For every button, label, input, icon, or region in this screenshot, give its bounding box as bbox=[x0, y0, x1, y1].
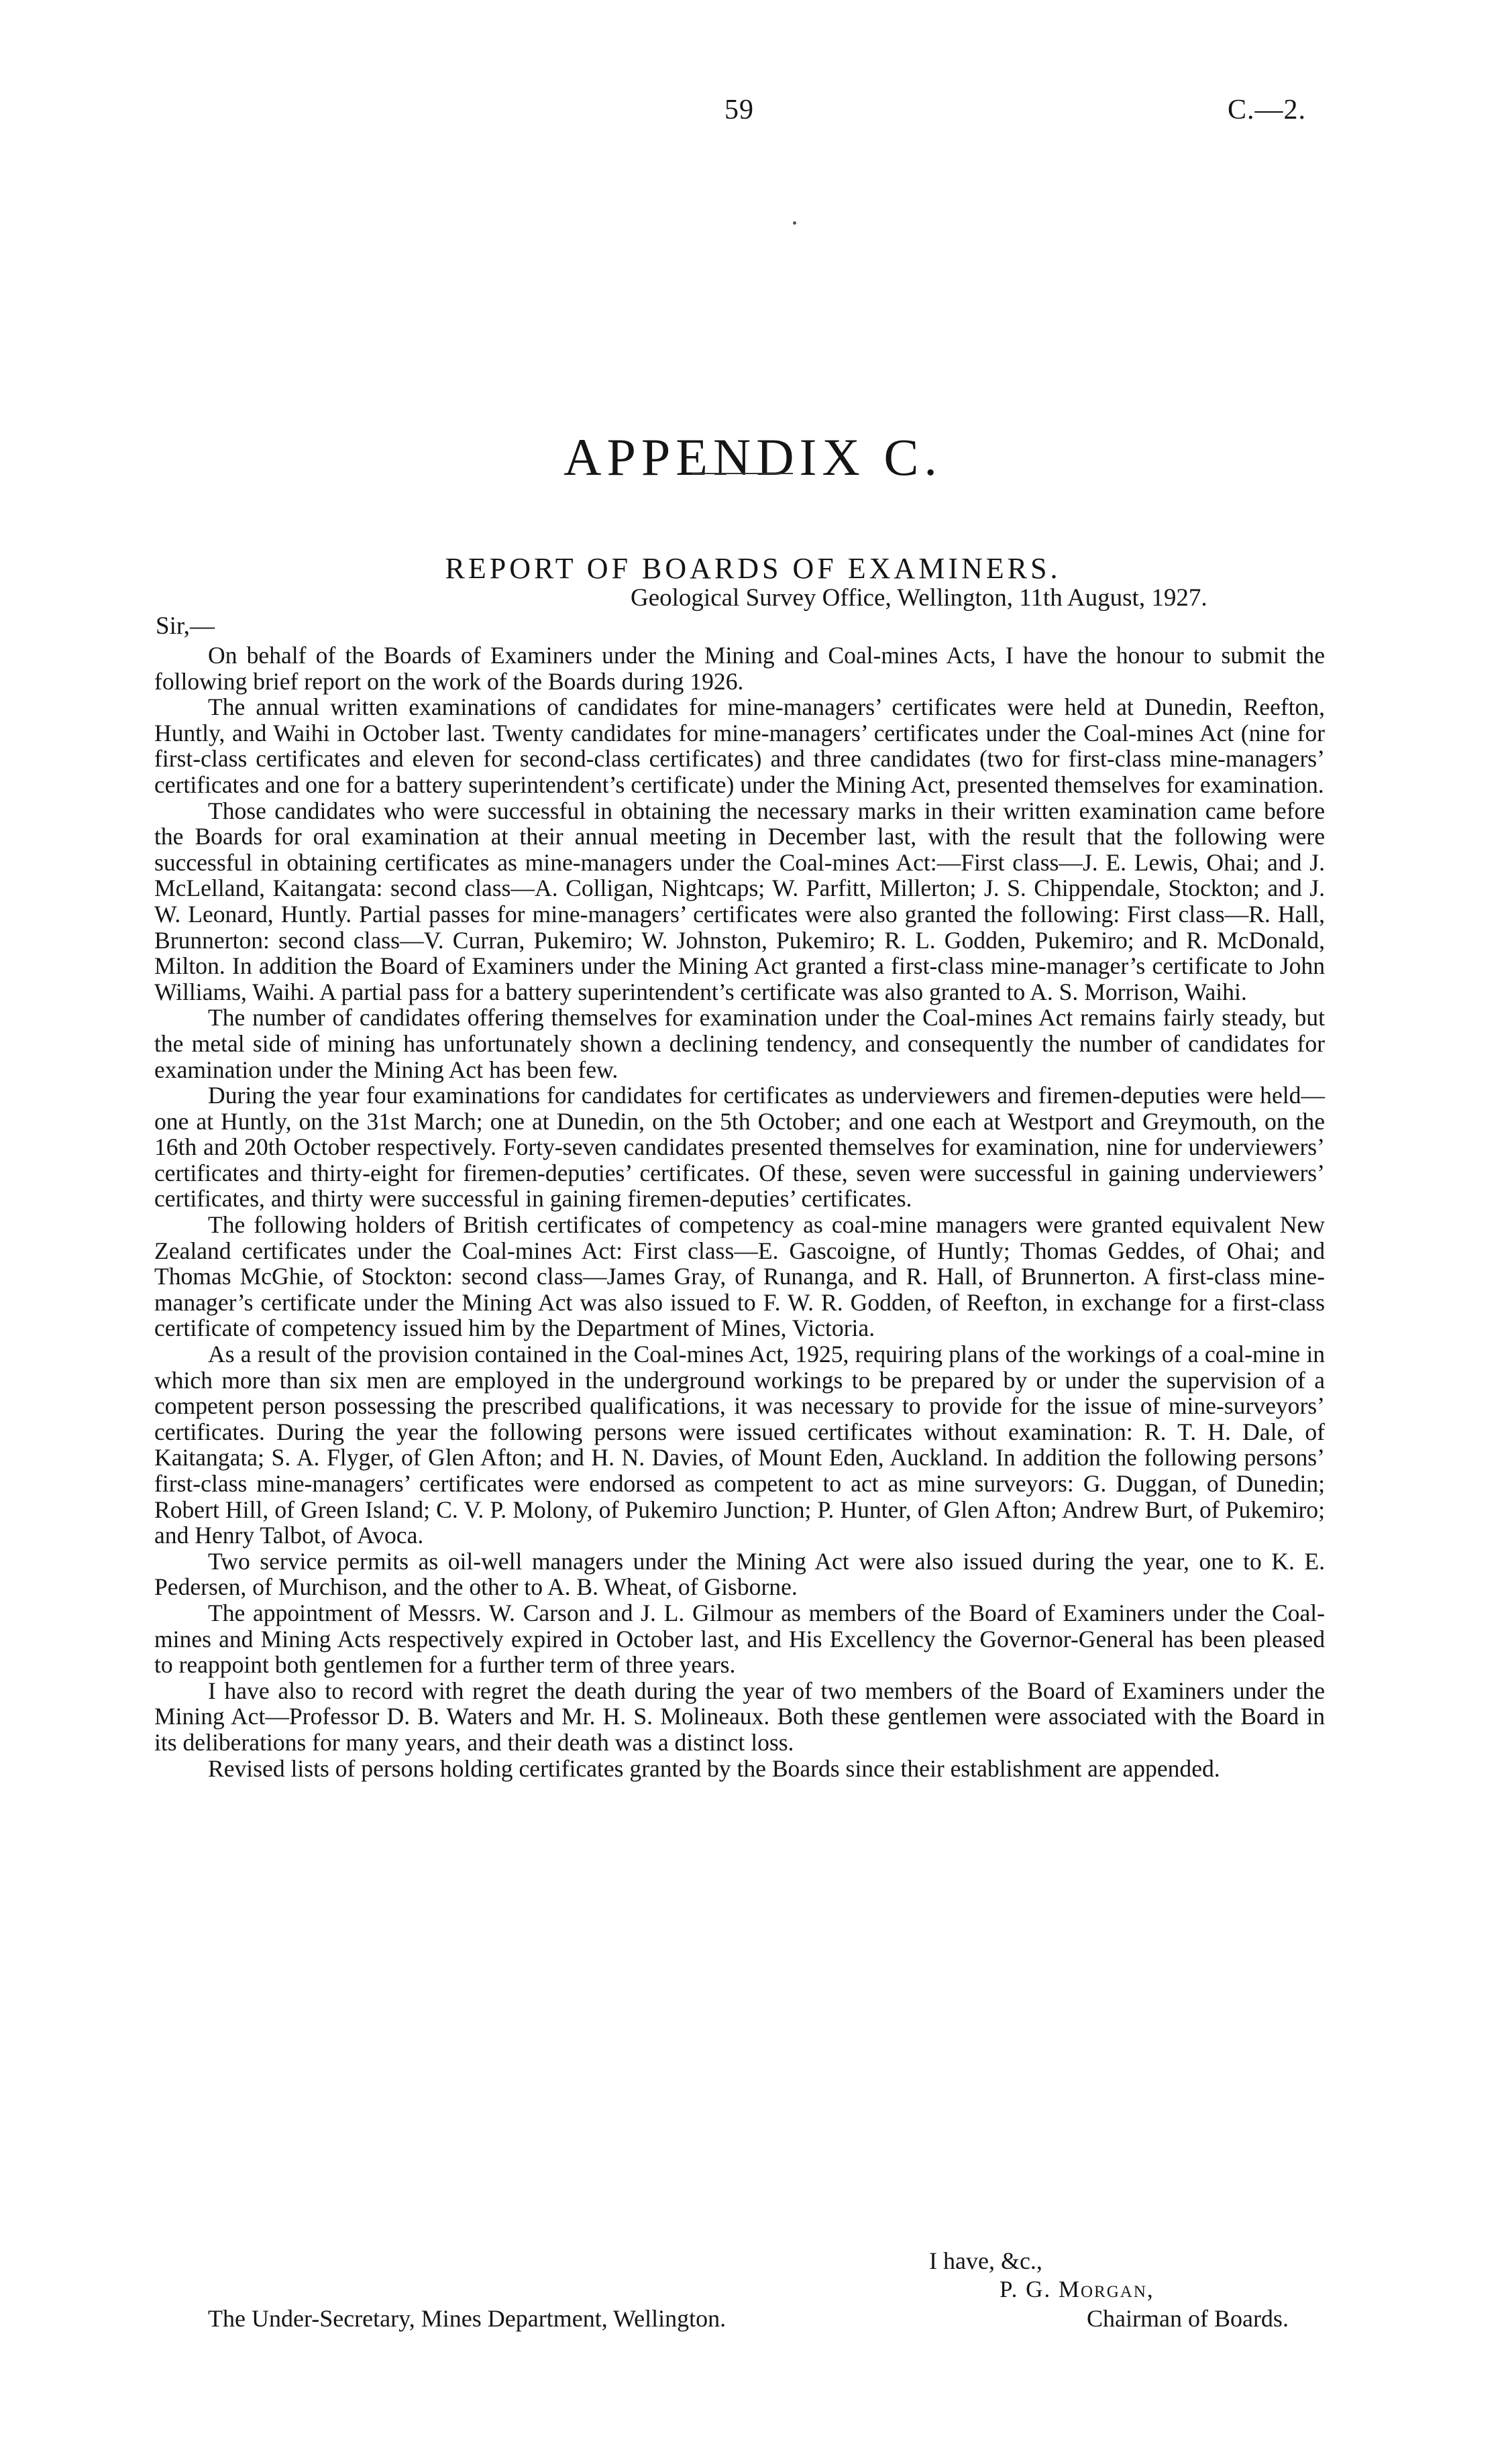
paragraph: Those candidates who were successful in obtaining the necessary marks in their written examination came before the Boards for oral examination at their annual meeting in December last, with the result that the following were successful in obtaining certificates as mine-managers under the Coal-mines Act:—First class—J. E. Lewis, Ohai; and J. McLelland, Kaitangata: second class—A. Colligan, Nightcaps; W. Parfitt, Millerton; J. S. Chippendale, Stockton; and J. W. Leonard, Huntly. Partial passes for mine-managers’ certificates were also granted the following: First class—R. Hall, Brunnerton: second class—V. Curran, Pukemiro; W. Johnston, Pukemiro; R. L. Godden, Pukemiro; and R. McDonald, Milton. In addition the Board of Examiners under the Mining Act granted a first-class mine-manager’s certificate to John Williams, Waihi. A partial pass for a battery superintendent’s certificate was also granted to A. S. Morrison, Waihi. bbox=[154, 797, 1325, 1005]
document-code: C.—2. bbox=[1228, 95, 1307, 125]
paragraph: As a result of the provision contained in the Coal-mines Act, 1925, requiring plans of the workings of a coal-mine in which more than six men are employed in the underground workings to be prepared by or under the supervision of a competent person possessing the prescribed qualifications, it was necessary to provide for the issue of mine-surveyors’ certificates. During the year the following persons were issued certificates without examination: R. T. H. Dale, of Kaitangata; S. A. Flyger, of Glen Afton; and H. N. Davies, of Mount Eden, Auckland. In addition the following persons’ first-class mine-managers’ certificates were endorsed as competent to act as mine surveyors: G. Duggan, of Dunedin; Robert Hill, of Green Island; C. V. P. Molony, of Pukemiro Junction; P. Hunter, of Glen Afton; Andrew Burt, of Pukemiro; and Henry Talbot, of Avoca. bbox=[154, 1341, 1325, 1549]
paragraph: On behalf of the Boards of Examiners under the Mining and Coal-mines Acts, I have the honour to submit the following brief report on the work of the Boards during 1926. bbox=[154, 642, 1325, 695]
closing: I have, &c., bbox=[929, 2247, 1042, 2274]
paragraph: I have also to record with regret the death during the year of two members of the Board of Examiners under the Mining Act—Professor D. B. Waters and Mr. H. S. Molineaux. Both these gentlemen were associated with the Board in its deliberations for many years, and their death was a distinct loss. bbox=[154, 1677, 1325, 1756]
paragraph: Revised lists of persons holding certificates granted by the Boards since their establishment are appended. bbox=[208, 1754, 1220, 1782]
page-number: 59 bbox=[724, 95, 754, 125]
letter-body bbox=[154, 642, 1325, 1781]
report-subtitle: REPORT OF BOARDS OF EXAMINERS. bbox=[445, 551, 1061, 585]
paragraph: The following holders of British certificates of competency as coal-mine managers were granted equivalent New Zealand certificates under the Coal-mines Act: First class—E. Gascoigne, of Huntly; Thomas Geddes, of Ohai; and Thomas McGhie, of Stockton: second class—James Gray, of Runanga, and R. Hall, of Brunnerton. A first-class mine-manager’s certificate under the Mining Act was also issued to F. W. R. Godden, of Reefton, in exchange for a first-class certificate of competency issued him by the Department of Mines, Victoria. bbox=[154, 1211, 1325, 1342]
appendix-title: APPENDIX C. bbox=[563, 428, 943, 487]
salutation: Sir,— bbox=[156, 612, 215, 640]
paragraph: The appointment of Messrs. W. Carson and J. L. Gilmour as members of the Board of Examiners under the Coal-mines and Mining Acts respectively expired in October last, and His Excellency the Governor-General has been pleased to reappoint both gentlemen for a further term of three years. bbox=[154, 1599, 1325, 1679]
signer-name: P. G. Morgan, bbox=[1000, 2276, 1154, 2302]
paragraph: The annual written examinations of candidates for mine-managers’ certificates were held at Dunedin, Reefton, Huntly, and Waihi in October last. Twenty candidates for mine-managers’ certificates under the Coal-mines Act (nine for first-class certificates and eleven for second-class certificates) and three candidates (two for first-class mine-managers’ certificates and one for a battery superintendent’s certificate) under the Mining Act, presented themselves for examination. bbox=[154, 693, 1325, 798]
addressee: The Under-Secretary, Mines Department, Wellington. bbox=[208, 2305, 727, 2332]
paragraph: During the year four examinations for candidates for certificates as underviewers and firemen-deputies were held—one at Huntly, on the 31st March; one at Dunedin, on the 5th October; and one each at Westport and Greymouth, on the 16th and 20th October respectively. Forty-seven candidates presented themselves for examination, nine for underviewers’ certificates and thirty-eight for firemen-deputies’ certificates. Of these, seven were successful in gaining underviewers’ certificates, and thirty were successful in gaining firemen-deputies’ certificates. bbox=[154, 1082, 1325, 1213]
signer-title: Chairman of Boards. bbox=[1087, 2305, 1289, 2332]
print-speck bbox=[793, 221, 796, 225]
dateline: Geological Survey Office, Wellington, 11th August, 1927. bbox=[631, 584, 1207, 612]
title-rule bbox=[692, 473, 793, 474]
paragraph: The number of candidates offering themselves for examination under the Coal-mines Act remains fairly steady, but the metal side of mining has unfortunately shown a declining tendency, and consequently the number of candidates for examination under the Mining Act has been few. bbox=[154, 1004, 1325, 1083]
paragraph: Two service permits as oil-well managers under the Mining Act were also issued during the year, one to K. E. Pedersen, of Murchison, and the other to A. B. Wheat, of Gisborne. bbox=[154, 1547, 1325, 1601]
